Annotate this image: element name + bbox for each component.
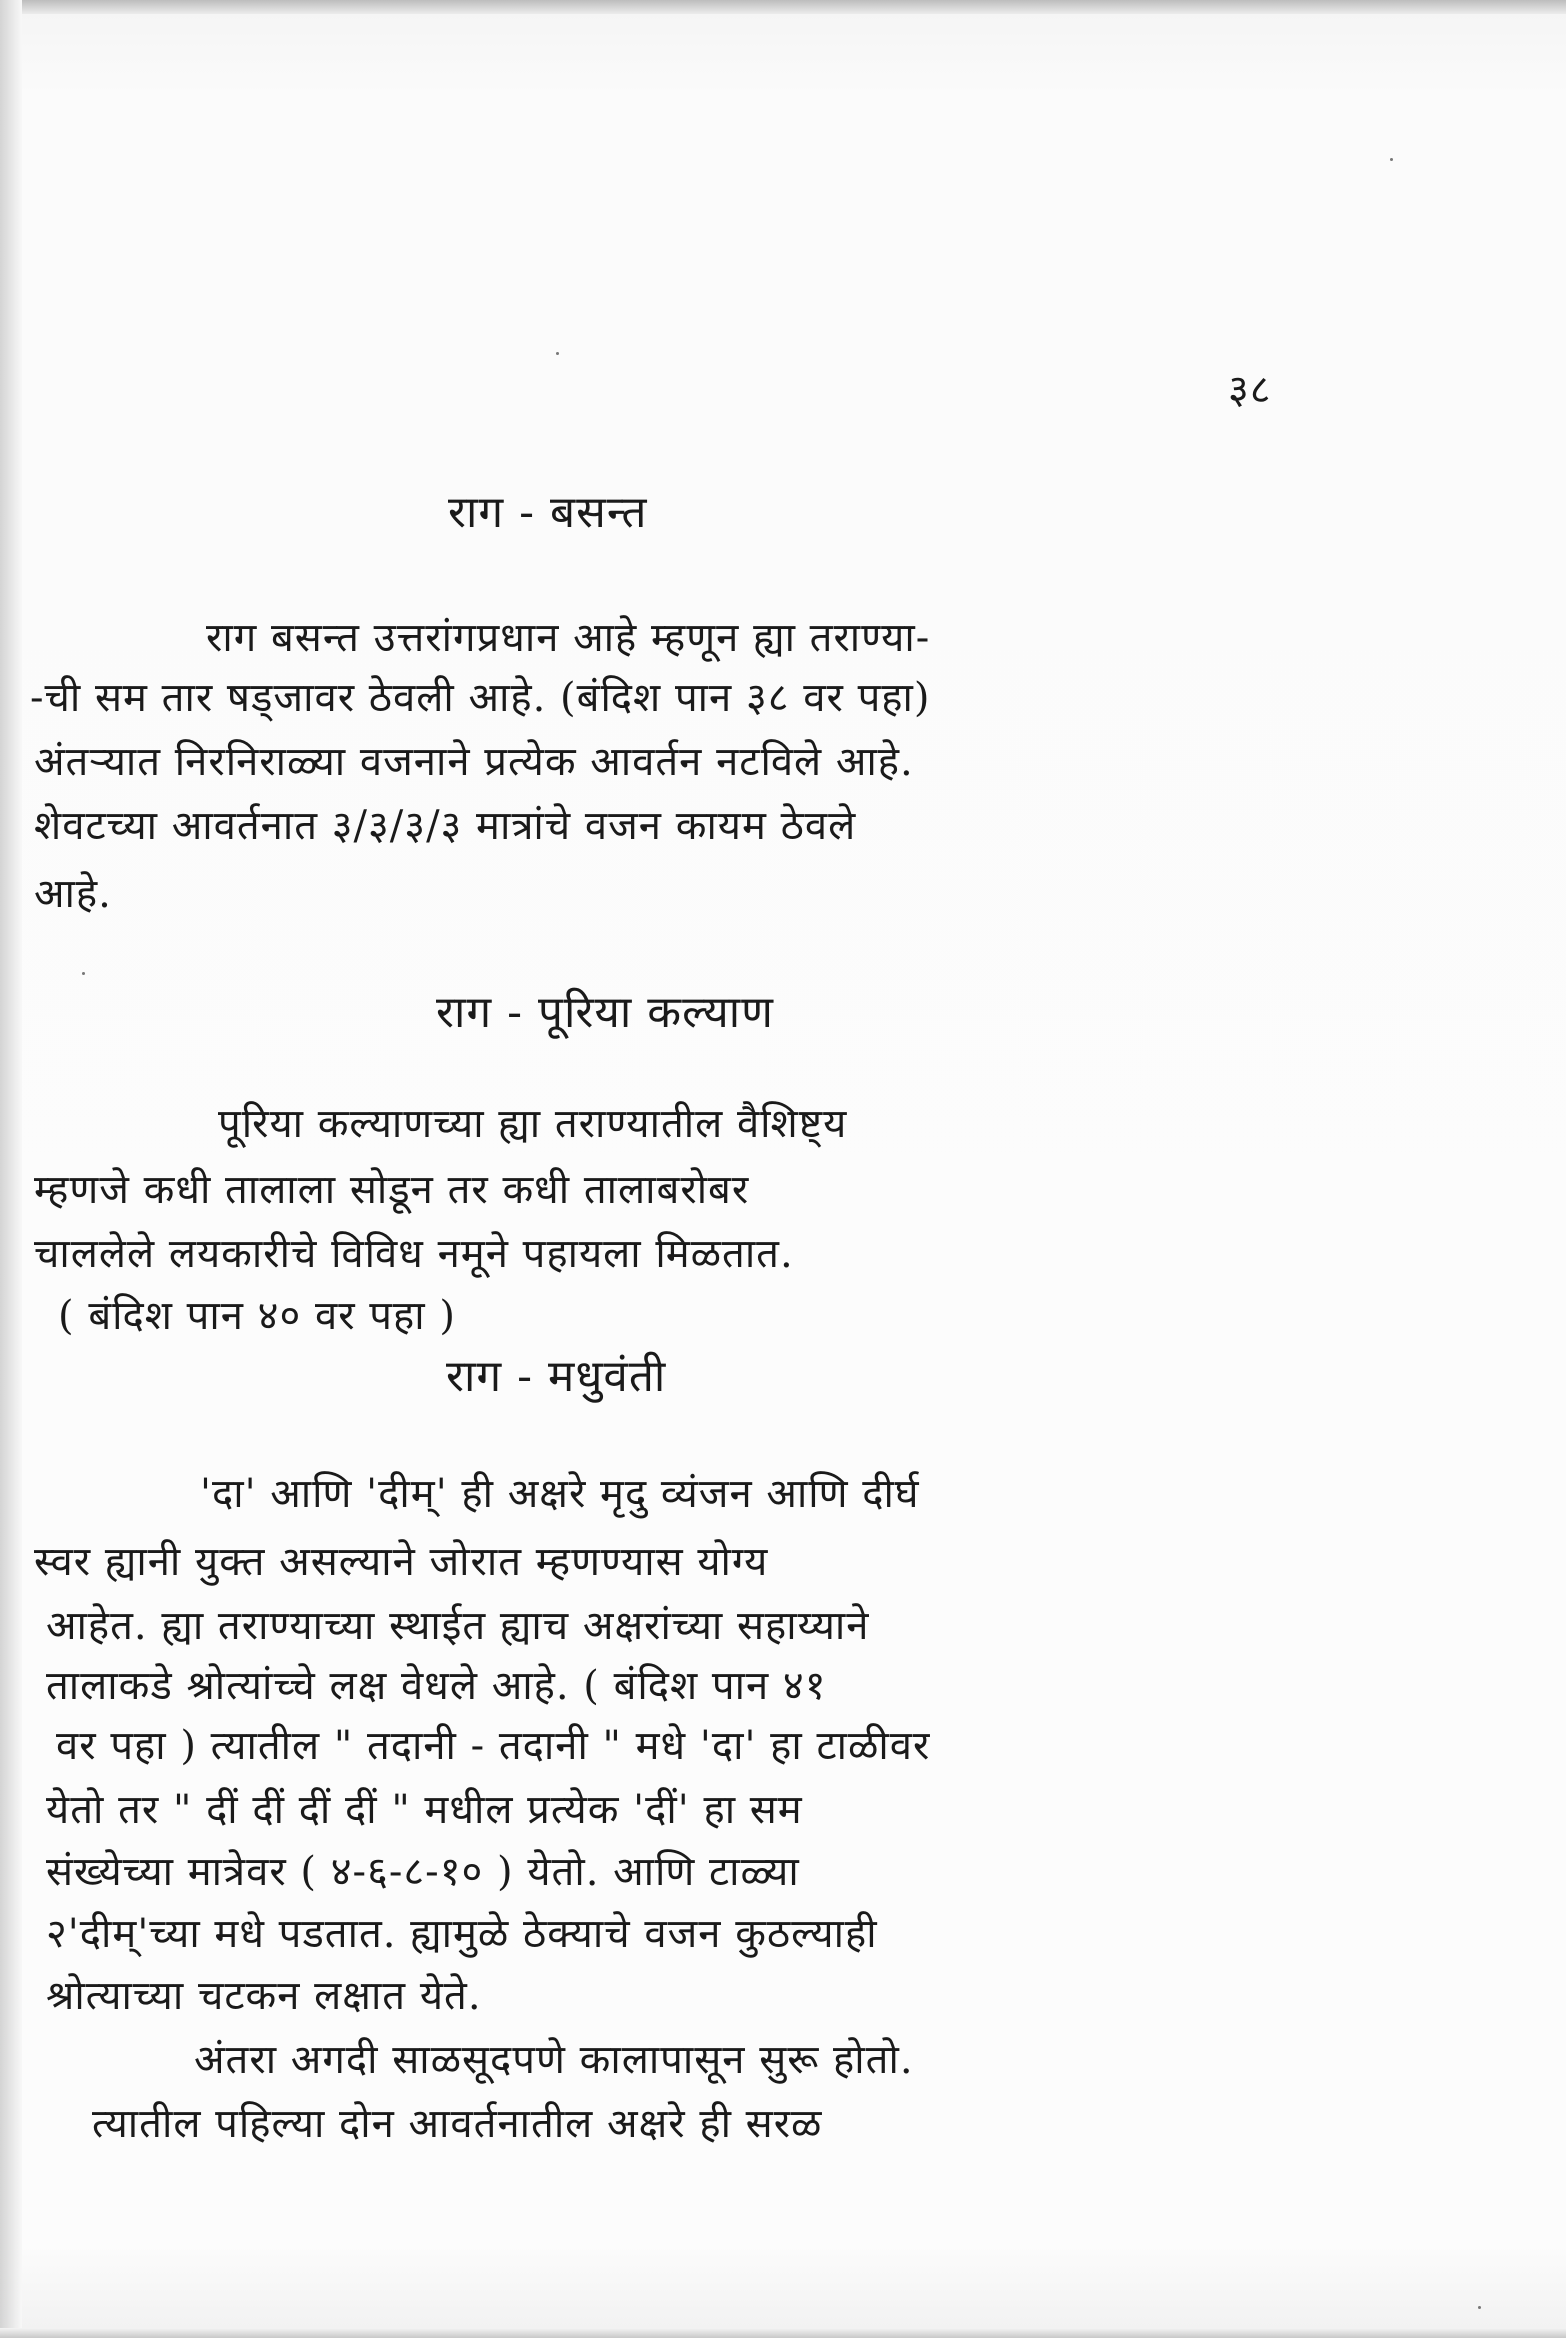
page-left-shadow: [0, 0, 22, 2338]
paragraph-line: आहे.: [34, 871, 112, 917]
page-top-shadow: [0, 0, 1566, 14]
paragraph-line: पूरिया कल्याणच्या ह्या तराण्यातील वैशिष्ट्य: [218, 1101, 848, 1147]
paragraph-line: राग बसन्त उत्तरांगप्रधान आहे म्हणून ह्या तराण्या-: [206, 615, 931, 661]
scan-speck: [1478, 2306, 1481, 2309]
scan-speck: [82, 972, 85, 975]
paragraph-line: तालाकडे श्रोत्यांच्चे लक्ष वेधले आहे. ( बंदिश पान ४१: [46, 1663, 827, 1709]
paragraph-line: स्वर ह्यानी युक्त असल्याने जोरात म्हणण्यास योग्य: [34, 1539, 769, 1585]
scan-speck: [556, 352, 559, 355]
paragraph-line: श्रोत्याच्या चटकन लक्षात येते.: [46, 1973, 482, 2019]
paragraph-line: अंतऱ्यात निरनिराळ्या वजनाने प्रत्येक आवर्तन नटविले आहे.: [34, 739, 914, 785]
paragraph-line: आहेत. ह्या तराण्याच्या स्थाईत ह्याच अक्षरांच्या सहाय्याने: [46, 1603, 870, 1649]
page-bottom-shadow: [0, 2328, 1566, 2338]
section-heading-basant: राग - बसन्त: [448, 487, 648, 538]
paragraph-line: शेवटच्या आवर्तनात ३/३/३/३ मात्रांचे वजन कायम ठेवले: [34, 803, 857, 849]
paragraph-line: -ची सम तार षड्जावर ठेवली आहे. (बंदिश पान ३८ वर पहा): [30, 675, 931, 721]
section-heading-madhuvanti: राग - मधुवंती: [446, 1351, 667, 1402]
paragraph-line: संख्येच्या मात्रेवर ( ४-६-८-१० ) येतो. आणि टाळ्या: [46, 1849, 800, 1895]
paragraph-line: त्यातील पहिल्या दोन आवर्तनातील अक्षरे ही सरळ: [92, 2101, 823, 2147]
paragraph-line: २'दीम्'च्या मधे पडतात. ह्यामुळे ठेक्याचे वजन कुठल्याही: [46, 1911, 878, 1957]
page-number: ३८: [1228, 367, 1272, 413]
paragraph-line: 'दा' आणि 'दीम्' ही अक्षरे मृदु व्यंजन आणि दीर्घ: [200, 1471, 920, 1517]
paragraph-line: अंतरा अगदी साळसूदपणे कालापासून सुरू होतो.: [194, 2037, 914, 2083]
paragraph-line: चाललेले लयकारीचे विविध नमूने पहायला मिळतात.: [34, 1231, 794, 1277]
paragraph-line: येतो तर " दीं दीं दीं दीं " मधील प्रत्येक 'दीं' हा सम: [46, 1787, 803, 1833]
scan-speck: [1390, 158, 1393, 161]
paragraph-line: ( बंदिश पान ४० वर पहा ): [58, 1293, 456, 1339]
paragraph-line: म्हणजे कधी तालाला सोडून तर कधी तालाबरोबर: [34, 1167, 750, 1213]
section-heading-puriya-kalyan: राग - पूरिया कल्याण: [436, 987, 774, 1038]
paragraph-line: वर पहा ) त्यातील " तदानी - तदानी " मधे 'दा' हा टाळीवर: [56, 1723, 931, 1769]
